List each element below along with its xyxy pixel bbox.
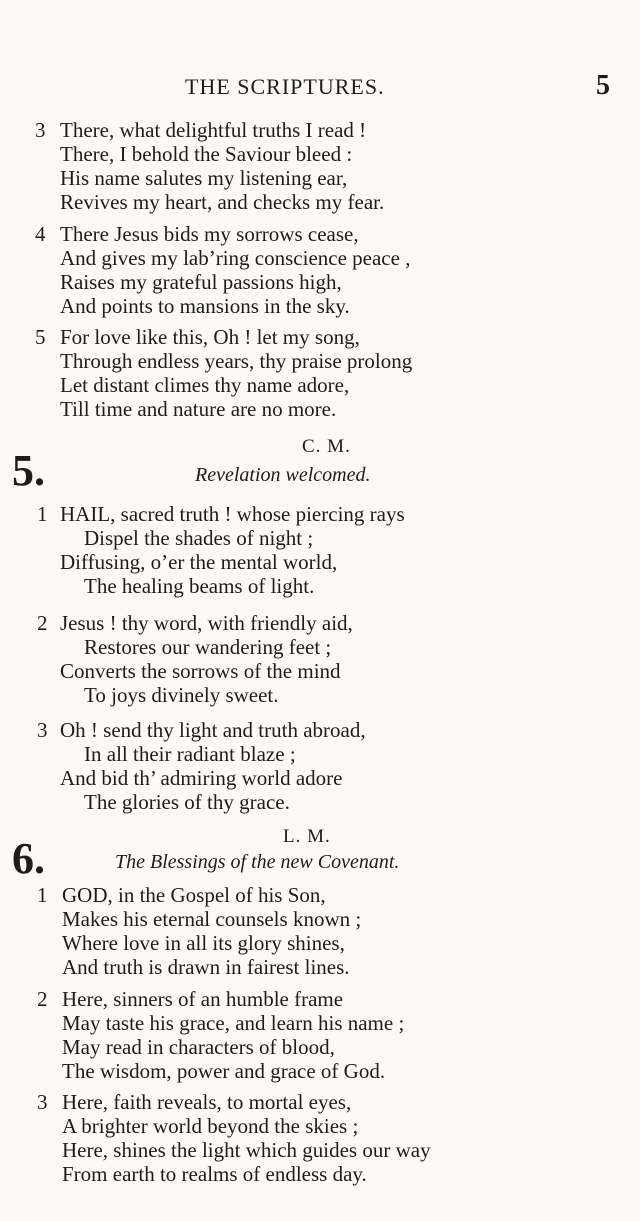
hymn-number: 6. (12, 834, 45, 883)
verse-line: To joys divinely sweet. (84, 683, 279, 707)
verse-line: Revives my heart, and checks my fear. (60, 190, 385, 214)
verse-number: 1 (37, 883, 48, 907)
verse-line: Makes his eternal counsels known ; (62, 907, 362, 931)
verse-line: GOD, in the Gospel of his Son, (62, 883, 326, 907)
verse-line: HAIL, sacred truth ! whose piercing rays (60, 502, 405, 526)
verse-line: In all their radiant blaze ; (84, 742, 296, 766)
hymn-title: Revelation welcomed. (195, 464, 371, 486)
verse-number: 1 (37, 502, 48, 526)
verse-line: Here, faith reveals, to mortal eyes, (62, 1090, 352, 1114)
verse-line: There Jesus bids my sorrows cease, (60, 222, 359, 246)
verse-line: Let distant climes thy name adore, (60, 373, 350, 397)
verse-line: Restores our wandering feet ; (84, 635, 332, 659)
verse-line: His name salutes my listening ear, (60, 166, 348, 190)
verse-line: There, I behold the Saviour bleed : (60, 142, 353, 166)
verse-number: 3 (37, 718, 48, 742)
verse-line: There, what delightful truths I read ! (60, 118, 367, 142)
verse-number: 5 (35, 325, 46, 349)
verse-line: Jesus ! thy word, with friendly aid, (60, 611, 353, 635)
verse-number: 2 (37, 611, 48, 635)
verse-line: Where love in all its glory shines, (62, 931, 345, 955)
verse-line: Diffusing, o’er the mental world, (60, 550, 338, 574)
verse-number: 3 (37, 1090, 48, 1114)
hymn-number: 5. (12, 446, 45, 495)
page-number: 5 (596, 70, 610, 101)
verse-line: Dispel the shades of night ; (84, 526, 314, 550)
verse-number: 3 (35, 118, 46, 142)
verse-line: Here, sinners of an humble frame (62, 987, 344, 1011)
verse-line: The healing beams of light. (84, 574, 315, 598)
verse-line: And truth is drawn in fairest lines. (62, 955, 350, 979)
hymn-meter: C. M. (302, 436, 351, 457)
verse-line: A brighter world beyond the skies ; (62, 1114, 359, 1138)
verse-line: From earth to realms of endless day. (62, 1162, 367, 1186)
verse-line: Converts the sorrows of the mind (60, 659, 341, 683)
verse-line: May read in characters of blood, (62, 1035, 335, 1059)
hymn-title: The Blessings of the new Covenant. (115, 851, 400, 873)
verse-line: Through endless years, thy praise prolong (60, 349, 413, 373)
verse-line: Till time and nature are no more. (60, 397, 337, 421)
verse-line: Here, shines the light which guides our way (62, 1138, 431, 1162)
verse-number: 4 (35, 222, 46, 246)
verse-line: Oh ! send thy light and truth abroad, (60, 718, 366, 742)
verse-line: And gives my lab’ring conscience peace , (60, 246, 411, 270)
verse-number: 2 (37, 987, 48, 1011)
running-header: THE SCRIPTURES. (185, 74, 385, 99)
verse-line: For love like this, Oh ! let my song, (60, 325, 360, 349)
verse-line: Raises my grateful passions high, (60, 270, 342, 294)
verse-line: May taste his grace, and learn his name ; (62, 1011, 405, 1035)
verse-line: And points to mansions in the sky. (60, 294, 350, 318)
verse-line: And bid th’ admiring world adore (60, 766, 343, 790)
verse-line: The glories of thy grace. (84, 790, 290, 814)
verse-line: The wisdom, power and grace of God. (62, 1059, 386, 1083)
hymn-meter: L. M. (283, 826, 331, 847)
